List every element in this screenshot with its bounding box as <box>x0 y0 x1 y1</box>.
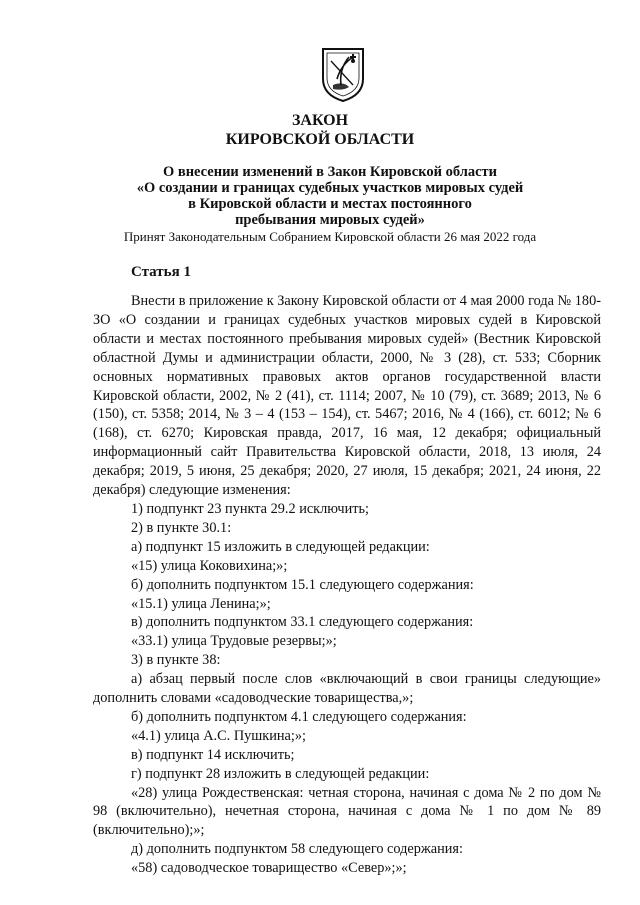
list-item: 3) в пункте 38: <box>131 652 221 669</box>
list-item: б) дополнить подпунктом 4.1 следующего содержания: <box>131 708 467 725</box>
list-item: д) дополнить подпунктом 58 следующего содержания: <box>131 841 463 858</box>
article-body <box>93 292 601 878</box>
article-intro-paragraph: Внести в приложение к Закону Кировской области от 4 мая 2000 года № 180-ЗО «О создании и границах судебных участков мировых судей в Кировской области и местах постоянного пребывания мировых судей» (Вестник Кировской областной Думы и администрации области, 2000, № 3 (28), ст. 533; Сборник основных нормативных правовых актов органов государственной власти Кировской области, 2002, № 2 (41), ст. 1114; 2007, № 10 (79), ст. 3689; 2013, № 6 (150), ст. 5358; 2014, № 3 – 4 (153 – 154), ст. 5467; 2016, № 4 (166), ст. 6012; № 6 (168), ст. 6270; Кировская правда, 2017, 16 мая, 12 декабря; официальный информационный сайт Правительства Кировской области, 2018, 13 июля, 24 декабря; 2019, 5 июня, 25 декабря; 2020, 27 июля, 15 декабря; 2021, 24 июня, 22 декабря) следующие изменения: <box>93 293 601 499</box>
coat-of-arms-icon <box>319 45 367 103</box>
subject-line: пребывания мировых судей» <box>235 212 425 228</box>
list-item: г) подпункт 28 изложить в следующей редакции: <box>131 765 430 782</box>
list-item: «4.1) улица А.С. Пушкина;»; <box>131 727 306 744</box>
subject-line: О внесении изменений в Закон Кировской области <box>162 164 498 180</box>
region-title: КИРОВСКОЙ ОБЛАСТИ <box>225 131 415 148</box>
list-item: в) дополнить подпунктом 33.1 следующего содержания: <box>131 614 474 631</box>
subject-line: «О создании и границах судебных участков мировых судей <box>136 180 524 196</box>
list-item: 2) в пункте 30.1: <box>131 519 232 536</box>
list-item: б) дополнить подпунктом 15.1 следующего содержания: <box>131 576 474 593</box>
article-title: Статья 1 <box>131 264 191 280</box>
adoption-note: Принят Законодательным Собранием Кировской области 26 мая 2022 года <box>123 229 537 244</box>
list-item-paragraph: «28) улица Рождественская: четная сторона, начиная с дома № 2 по дом № 98 (включительно), нечетная сторона, начиная с дома № 1 по дом № 89 (включительно);»; <box>93 784 601 839</box>
subject-line: в Кировской области и местах постоянного <box>188 196 472 212</box>
law-subject <box>60 164 600 228</box>
list-item-paragraph: а) абзац первый после слов «включающий в свои границы следующие» дополнить словами «садоводческие товарищества,»; <box>93 671 601 707</box>
list-item: «15.1) улица Ленина;»; <box>131 595 271 612</box>
list-item: 1) подпункт 23 пункта 29.2 исключить; <box>131 500 369 517</box>
law-title: ЗАКОН <box>291 112 349 129</box>
list-item: в) подпункт 14 исключить; <box>131 746 295 763</box>
list-item: «33.1) улица Трудовые резервы;»; <box>131 633 337 650</box>
list-item: «15) улица Коковихина;»; <box>131 557 288 574</box>
list-item: «58) садоводческое товарищество «Север»;»; <box>131 860 407 877</box>
list-item: а) подпункт 15 изложить в следующей редакции: <box>131 538 430 555</box>
